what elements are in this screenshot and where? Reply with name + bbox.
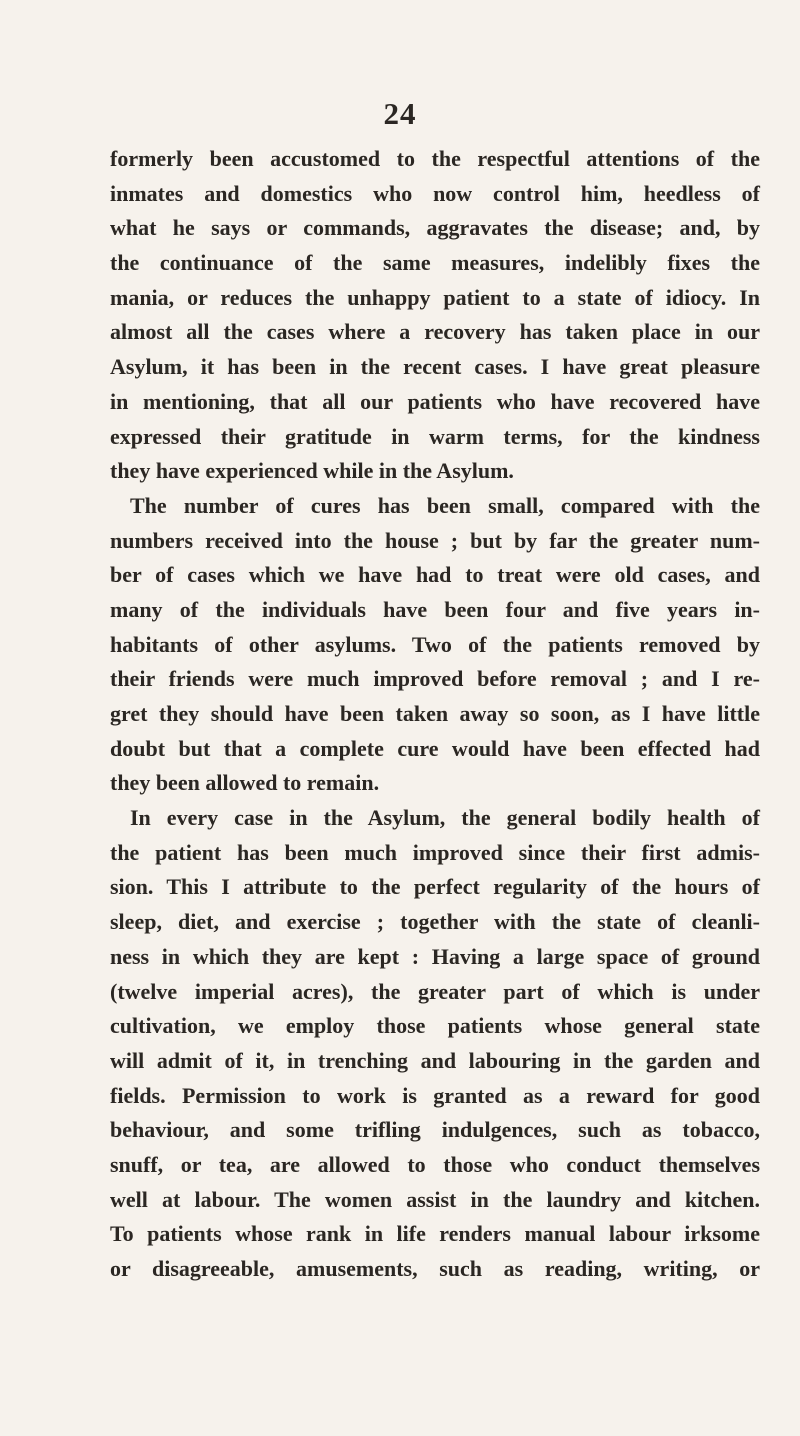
text-line: habitants of other asylums. Two of the patients removed by [110,631,760,657]
text-line: Asylum, it has been in the recent cases. I have great pleasure [110,354,760,380]
text-line: in mentioning, that all our patients who have recovered have [110,388,760,414]
text-line: they been allowed to remain. [110,770,380,796]
text-line: behaviour, and some trifling indulgences, such as tobacco, [110,1117,760,1143]
text-line: sion. This I attribute to the perfect regularity of the hours of [110,874,760,900]
text-line: snuff, or tea, are allowed to those who conduct themselves [110,1151,760,1177]
text-line: almost all the cases where a recovery has taken place in our [110,319,760,345]
text-line: cultivation, we employ those patients whose general state [110,1013,760,1039]
text-line: numbers received into the house ; but by far the greater num- [110,527,760,553]
text-line: the patient has been much improved since their first admis- [110,839,760,865]
text-line: or disagreeable, amusements, such as reading, writing, or [110,1256,760,1281]
text-line: fields. Permission to work is granted as a reward for good [110,1082,760,1108]
text-line: ber of cases which we have had to treat were old cases, and [110,562,760,588]
paragraph-start-line: The number of cures has been small, compared with the [130,492,760,518]
page-number: 24 [383,96,417,131]
text-line: sleep, diet, and exercise ; together with the state of cleanli- [110,909,760,935]
text-line: the continuance of the same measures, indelibly fixes the [110,250,760,276]
text-line: inmates and domestics who now control him, heedless of [110,180,760,206]
body-text [110,142,760,1287]
text-line: will admit of it, in trenching and labouring in the garden and [110,1047,760,1073]
text-line: To patients whose rank in life renders manual labour irksome [110,1221,760,1247]
text-line: what he says or commands, aggravates the disease; and, by [110,215,760,241]
paragraph-start-line: In every case in the Asylum, the general bodily health of [130,805,760,831]
text-line: formerly been accustomed to the respectful attentions of the [110,146,760,171]
text-line: expressed their gratitude in warm terms, for the kindness [110,423,760,449]
text-line: (twelve imperial acres), the greater part of which is under [110,978,760,1004]
text-line: they have experienced while in the Asylum. [110,458,514,484]
text-line: gret they should have been taken away so soon, as I have little [110,701,760,726]
text-line: ness in which they are kept : Having a large space of ground [110,943,760,969]
text-line: many of the individuals have been four and five years in- [110,596,760,622]
text-line: doubt but that a complete cure would have been effected had [110,735,760,761]
text-line: mania, or reduces the unhappy patient to a state of idiocy. In [110,284,760,310]
text-line: well at labour. The women assist in the laundry and kitchen. [110,1186,760,1212]
text-line: their friends were much improved before removal ; and I re- [110,666,760,692]
